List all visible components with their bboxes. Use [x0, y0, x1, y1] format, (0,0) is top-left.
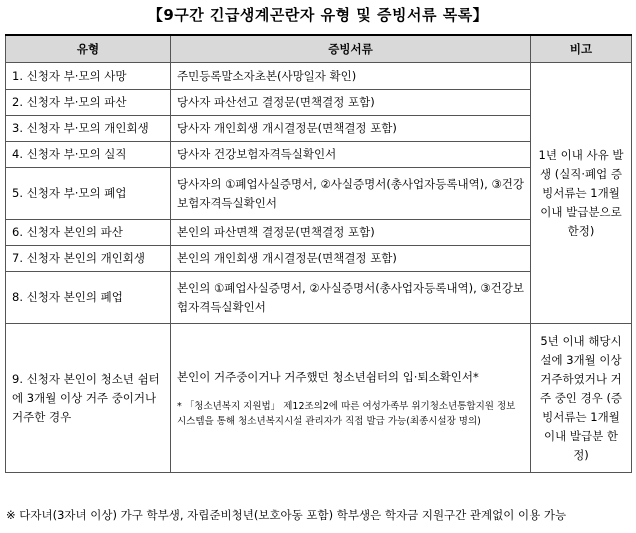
- header-note: 비고: [531, 35, 632, 63]
- row-docs: 본인의 개인회생 개시결정문(면책결정 포함): [171, 246, 531, 272]
- note-group-2: 5년 이내 해당시설에 3개월 이상 거주하였거나 거주 중인 경우 (증빙서류는 1개월 이내 발급분 한정): [531, 324, 632, 473]
- row-type: 3. 신청자 부·모의 개인회생: [6, 116, 171, 142]
- row-docs: 주민등록말소자초본(사망일자 확인): [171, 63, 531, 90]
- row-type: 2. 신청자 부·모의 파산: [6, 90, 171, 116]
- row-type: 4. 신청자 부·모의 실직: [6, 142, 171, 168]
- table-row: [6, 63, 632, 90]
- row-docs: 당사자 파산선고 결정문(면책결정 포함): [171, 90, 531, 116]
- row-docs-main: 본인이 거주중이거나 거주했던 청소년쉼터의 입·퇴소확인서*: [177, 369, 479, 384]
- header-row: [6, 35, 632, 63]
- row-docs: 본인의 파산면책 결정문(면책결정 포함): [171, 220, 531, 246]
- row-docs: 당사자 개인회생 개시결정문(면책결정 포함): [171, 116, 531, 142]
- row-docs: 당사자의 ①폐업사실증명서, ②사실증명서(총사업자등록내역), ③건강보험자격득실확인서: [171, 168, 531, 220]
- row-type: 9. 신청자 본인이 청소년 쉼터에 3개월 이상 거주 중이거나 거주한 경우: [6, 324, 171, 473]
- bottom-note: ※ 다자녀(3자녀 이상) 가구 학부생, 자립준비청년(보호아동 포함) 학부생은 학자금 지원구간 관계없이 이용 가능: [6, 508, 567, 522]
- row-docs: 본인의 ①폐업사실증명서, ②사실증명서(총사업자등록내역), ③건강보험자격득실확인서: [171, 272, 531, 324]
- header-docs: 증빙서류: [171, 35, 531, 63]
- row-type: 5. 신청자 부·모의 폐업: [6, 168, 171, 220]
- row-docs: 당사자 건강보험자격득실확인서: [171, 142, 531, 168]
- row-docs: [171, 324, 531, 473]
- table-row: [6, 324, 632, 473]
- page-title: 【9구간 긴급생계곤란자 유형 및 증빙서류 목록】: [147, 6, 489, 24]
- header-type: 유형: [6, 35, 171, 63]
- document-table: [5, 34, 632, 473]
- note-group-1: 1년 이내 사유 발생 (실직·폐업 증빙서류는 1개월 이내 발급분으로 한정): [531, 63, 632, 324]
- row-type: 6. 신청자 본인의 파산: [6, 220, 171, 246]
- row-docs-footnote: * 「청소년복지 지원법」 제12조의2에 따른 여성가족부 위기청소년통합지원 정보시스템을 통해 청소년복지시설 관리자가 직접 발급 가능(최종시설장 명의): [177, 400, 516, 427]
- row-type: 8. 신청자 본인의 폐업: [6, 272, 171, 324]
- row-type: 7. 신청자 본인의 개인회생: [6, 246, 171, 272]
- row-type: 1. 신청자 부·모의 사망: [6, 63, 171, 90]
